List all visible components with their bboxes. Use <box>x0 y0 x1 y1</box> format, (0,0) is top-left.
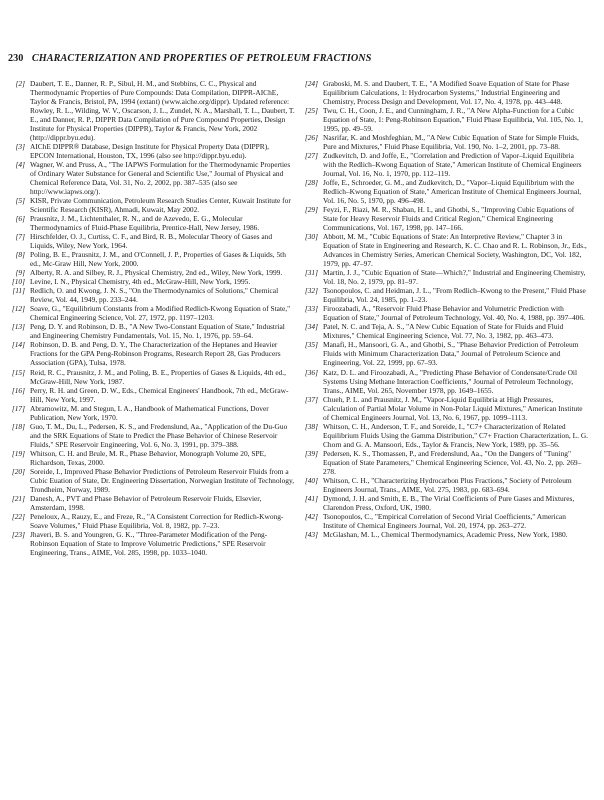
reference-text: Levine, I. N., Physical Chemistry, 4th ed., McGraw-Hill, New York, 1995. <box>30 277 251 287</box>
reference-entry <box>8 196 295 214</box>
page-header <box>8 53 568 65</box>
reference-text: Peng, D. Y. and Robinson, D. B., "A New Two-Constant Equation of State," Industrial and Engineering Chemistry Fundamentals, Vol. 15, No. 1, 1976, pp. 59–64. <box>30 322 285 341</box>
reference-entry <box>301 205 588 232</box>
reference-entry <box>8 79 295 142</box>
reference-entry <box>301 106 588 133</box>
reference-entry <box>301 304 588 322</box>
reference-number: [20] <box>11 466 25 476</box>
reference-text: Martin, J. J., "Cubic Equation of State—Which?," Industrial and Engineering Chemistry, Vol. 18, No. 2, 1979, pp. 81–97. <box>323 268 586 287</box>
reference-text: Nasrifar, K. and Moshfeghian, M., "A New Cubic Equation of State for Simple Fluids, Pure and Mixtures," Fluid Phase Equilibria, Vol. 190, No. 1–2, 2001, pp. 73–88. <box>323 133 579 152</box>
reference-text: Daubert, T. E., Danner, R. P., Sibul, H. M., and Stebbins, C. C., Physical and Thermodynamic Properties of Pure Compounds: Data Compilation, DIPPR-AIChE, Taylor & Francis, Bristol, PA, 1994 (extant) (www.aiche.org/dippr). Updated reference: Rowley, R. L., Wilding, W. V., Oscarson, J. L., Zundel, N. A., Marshall, T. L., Daubert, T. E., and Danner, R. P., DIPPR Data Compilation of Pure Compound Properties, Design Institute for Physical Properties (DIPPR), Taylor & Francis, New York, 2002 (http://dippr.byu.edu). <box>30 79 295 143</box>
reference-text: Manafi, H., Mansoori, G. A., and Ghotbi, S., "Phase Behavior Prediction of Petroleum Fluids with Minimum Characterization Data," Journal of Petroleum Science and Engineering, Vol. 22, 1999, pp. 67–93. <box>323 340 579 368</box>
reference-number: [12] <box>11 304 25 314</box>
reference-entry <box>8 494 295 512</box>
reference-text: Tsonopoulos, C. and Heidman, J. L., "From Redlich–Kwong to the Present," Fluid Phase Equilibria, Vol. 24, 1985, pp. 1–23. <box>323 286 586 305</box>
reference-number: [21] <box>11 493 25 503</box>
reference-text: Perry, R. H. and Green, D. W., Eds., Chemical Engineers' Handbook, 7th ed., McGraw-Hill, New York, 1997. <box>30 385 289 404</box>
reference-number: [18] <box>11 421 25 431</box>
reference-entry <box>301 476 588 494</box>
reference-text: Twu, C. H., Coon, J. E., and Cunningham, J. R., "A New Alpha-Function for a Cubic Equation of State, 1: Peng-Robinson Equation," Fluid Phase Equilibria, Vol. 105, No. 1, 1995, pp. 49–59. <box>323 106 583 134</box>
reference-text: Guo, T. M., Du, L., Pedersen, K. S., and Fredenslund, Aa., "Application of the Du-Guo and the SRK Equations of State to Predict the Phase Behavior of Chinese Reservoir Fluids," SPE Reservoir Engineering, Vol. 6, No. 3, 1991, pp. 379–388. <box>30 421 288 449</box>
references-right-column <box>301 79 588 539</box>
reference-text: Tsonopoulos, C., "Empirical Correlation of Second Virial Coefficients," American Institute of Chemical Engineers Journal, Vol. 20, 1974, pp. 263–272. <box>323 511 566 530</box>
reference-number: [43] <box>304 529 318 539</box>
reference-text: AIChE DIPPR® Database, Design Institute for Physical Property Data (DIPPR), EPCON International, Houston, TX, 1996 (also see http://dippr.byu.edu). <box>30 142 270 161</box>
reference-text: Redlich, O. and Kwong, J. N. S., "On the Thermodynamics of Solutions," Chemical Review, Vol. 44, 1949, pp. 233–244. <box>30 286 279 305</box>
reference-number: [7] <box>15 232 25 242</box>
reference-text: Dymond, J. H. and Smith, E. B., The Virial Coefficients of Pure Gases and Mixtures, Clarendon Press, Oxford, UK, 1980. <box>323 493 575 512</box>
reference-number: [32] <box>304 286 318 296</box>
reference-entry <box>8 304 295 322</box>
reference-number: [16] <box>11 385 25 395</box>
reference-entry <box>301 178 588 205</box>
reference-number: [23] <box>11 529 25 539</box>
reference-entry <box>301 286 588 304</box>
reference-number: [38] <box>304 421 318 431</box>
reference-entry <box>301 368 588 395</box>
reference-entry <box>8 404 295 422</box>
reference-entry <box>8 368 295 386</box>
reference-entry <box>301 395 588 422</box>
reference-entry <box>301 268 588 286</box>
reference-number: [13] <box>11 322 25 332</box>
reference-text: Reid, R. C., Prausnitz, J. M., and Poling, B. E., Properties of Gases & Liquids, 4th ed., McGraw-Hill, New York, 1987. <box>30 367 286 386</box>
reference-entry <box>8 142 295 160</box>
reference-number: [31] <box>304 268 318 278</box>
reference-number: [40] <box>304 475 318 485</box>
reference-entry <box>8 214 295 232</box>
reference-number: [5] <box>15 196 25 206</box>
reference-number: [19] <box>11 448 25 458</box>
reference-entry <box>8 340 295 367</box>
reference-number: [25] <box>304 106 318 116</box>
reference-entry <box>8 160 295 196</box>
reference-text: Peneloux, A., Rauzy, E., and Freze, R., "A Consistent Correction for Redlich-Kwong-Soave Volumes," Fluid Phase Equilibria, Vol. 8, 1982, pp. 7–23. <box>30 511 284 530</box>
reference-number: [33] <box>304 304 318 314</box>
reference-text: Whitson, C. H., Anderson, T. F., and Soreide, I., "C7+ Characterization of Related Equilibrium Fluids Using the Gamma Distribution," C7+ Fraction Characterization, L. G. Chorn and G. A. Mansoori, Eds., Taylor & Francis, New York, 1989, pp. 35–56. <box>323 421 588 449</box>
reference-entry <box>301 79 588 106</box>
reference-number: [24] <box>304 79 318 88</box>
reference-text: Katz, D. L. and Firoozabadi, A., "Predicting Phase Behavior of Condensate/Crude Oil Systems Using Methane Interaction Coefficients," Journal of Petroleum Technology, Trans., AIME, Vol. 265, November 1978, pp. 1649–1655. <box>323 367 578 395</box>
reference-text: Joffe, E., Schroeder, G. M., and Zudkevitch, D., "Vapor–Liquid Equilibrium with the Redlich–Kwong Equation of State," American Institute of Chemical Engineers Journal, Vol. 16, No. 5, 1970, pp. 496–498. <box>323 178 582 206</box>
reference-entry <box>8 449 295 467</box>
reference-entry <box>8 250 295 268</box>
reference-number: [36] <box>304 367 318 377</box>
reference-number: [17] <box>11 403 25 413</box>
reference-number: [14] <box>11 340 25 350</box>
references-left-column <box>8 79 295 557</box>
reference-number: [6] <box>15 214 25 224</box>
reference-number: [3] <box>15 142 25 152</box>
reference-number: [15] <box>11 367 25 377</box>
reference-entry <box>301 530 588 539</box>
reference-text: Soave, G., "Equilibrium Constants from a Modified Redlich-Kwong Equation of State," Chemical Engineering Science, Vol. 27, 1972, pp. 1197–1203. <box>30 304 291 323</box>
reference-text: Whitson, C. H. and Brule, M. R., Phase Behavior, Monograph Volume 20, SPE, Richardson, Texas, 2000. <box>30 448 266 467</box>
reference-entry <box>8 422 295 449</box>
reference-entry <box>8 512 295 530</box>
reference-entry <box>301 133 588 151</box>
reference-entry <box>301 512 588 530</box>
reference-entry <box>301 151 588 178</box>
reference-number: [29] <box>304 205 318 215</box>
reference-number: [37] <box>304 394 318 404</box>
reference-number: [9] <box>15 268 25 278</box>
reference-text: Hirschfelder, O. J., Curtiss, C. F., and Bird, R. B., Molecular Theory of Gases and Liquids, Wiley, New York, 1964. <box>30 232 273 251</box>
reference-text: Firoozabadi, A., "Reservoir Fluid Phase Behavior and Volumetric Prediction with Equation of State," Journal of Petroleum Technology, Vol. 40, No. 4, 1988, pp. 397–406. <box>323 304 585 323</box>
reference-text: Jhaveri, B. S. and Youngren, G. K., "Three-Parameter Modification of the Peng-Robinson Equation of State to Improve Volumetric Predictions," SPE Reservoir Engineering, Trans., AIME, Vol. 285, 1998, pp. 1033–1040. <box>30 529 268 557</box>
reference-text: Prausnitz, J. M., Lichtenthaler, R. N., and de Azevedo, E. G., Molecular Thermodynamics of Fluid-Phase Equilibria, Prentice-Hall, New Jersey, 1986. <box>30 214 260 233</box>
reference-entry <box>8 232 295 250</box>
reference-number: [26] <box>304 133 318 143</box>
reference-text: Poling, B. E., Prausnitz, J. M., and O'Connell, J. P., Properties of Gases & Liquids, 5th ed., Mc-Graw Hill, New York, 2000. <box>30 250 286 269</box>
page-number: 230 <box>8 53 24 64</box>
reference-number: [4] <box>15 160 25 170</box>
reference-entry <box>301 232 588 268</box>
reference-text: Pedersen, K. S., Thomassen, P., and Fredenslund, Aa., "On the Dangers of "Tuning" Equation of State Parameters," Chemical Engineering Science, Vol. 43, No. 2, pp. 269–278. <box>323 448 582 476</box>
running-title: CHARACTERIZATION AND PROPERTIES OF PETROLEUM FRACTIONS <box>31 53 372 64</box>
reference-entry <box>8 386 295 404</box>
reference-entry <box>8 286 295 304</box>
reference-text: Patel, N. C. and Teja, A. S., "A New Cubic Equation of State for Fluids and Fluid Mixtures," Chemical Engineering Science, Vol. 77, No. 3, 1982, pp. 463–473. <box>323 322 564 341</box>
reference-number: [39] <box>304 448 318 458</box>
reference-number: [10] <box>11 277 25 287</box>
reference-number: [34] <box>304 322 318 332</box>
reference-entry <box>301 449 588 476</box>
reference-entry <box>8 322 295 340</box>
reference-text: Abbott, M. M., "Cubic Equations of State: An Interpretive Review," Chapter 3 in Equation of State in Engineering and Research, K. C. Chao and R. L. Robinson, Jr., Eds., Advances in Chemistry Series, American Chemical Society, Washington, DC, Vol. 182, 1979, pp. 47–97. <box>323 232 587 269</box>
reference-number: [11] <box>12 286 25 296</box>
reference-entry <box>8 268 295 277</box>
reference-number: [35] <box>304 340 318 350</box>
reference-number: [2] <box>15 79 25 88</box>
reference-text: Wagner, W. and Pruss, A., "The IAPWS Formulation for the Thermodynamic Properties of Ordinary Water Substance for General and Scientific Use," Journal of Physical and Chemical Reference Data, Vol. 31, No. 2, 2002, pp. 387–535 (also see http://www.iapws.org/). <box>30 160 291 197</box>
reference-text: Whitson, C. H., "Characterizing Hydrocarbon Plus Fractions," Society of Petroleum Engineers Journal, Trans., AIME, Vol. 275, 1983, pp. 683–694. <box>323 475 572 494</box>
reference-entry <box>8 467 295 494</box>
reference-entry <box>301 494 588 512</box>
reference-number: [22] <box>11 511 25 521</box>
reference-text: Graboski, M. S. and Daubert, T. E., "A Modified Soave Equation of State for Phase Equilibrium Calculations, 1: Hydrocarbon Systems," Industrial Engineering and Chemistry, Process Design and Development, Vol. 17, No. 4, 1978, pp. 443–448. <box>323 79 570 107</box>
reference-text: Soreide, I., Improved Phase Behavior Predictions of Petroleum Reservoir Fluids from a Cubic Euation of State, Dr. Engineering Dissertation, Norwegian Institute of Technology, Trondheim, Norway, 1989. <box>30 466 295 494</box>
reference-text: Alberty, R. A. and Silbey, R. J., Physical Chemistry, 2nd ed., Wiley, New York, 1999. <box>30 268 283 278</box>
reference-number: [8] <box>15 250 25 260</box>
reference-number: [28] <box>304 178 318 188</box>
reference-text: Abramowitz, M. and Stegun, I. A., Handbook of Mathematical Functions, Dover Publication, New York, 1970. <box>30 403 269 422</box>
reference-number: [30] <box>304 232 318 242</box>
reference-entry <box>8 277 295 286</box>
reference-number: [42] <box>304 511 318 521</box>
reference-text: Danesh, A., PVT and Phase Behavior of Petroleum Reservoir Fluids, Elsevier, Amsterdam, 1998. <box>30 493 262 512</box>
reference-text: KISR, Private Communication, Petroleum Research Studies Center, Kuwait Institute for Scientific Research (KISR), Ahmadi, Kuwait, May 2002. <box>30 196 291 215</box>
reference-text: Zudkevitch, D. and Joffe, E., "Correlation and Prediction of Vapor–Liquid Equilibria with the Redlich–Kwong Equation of State," American Institute of Chemical Engineers Journal, Vol. 16, No. 1, 1970, pp. 112–119. <box>323 151 582 179</box>
reference-entry <box>301 322 588 340</box>
reference-text: Robinson, D. B. and Peng, D. Y., The Characterization of the Heptanes and Heavier Fractions for the GPA Peng-Robinson Programs, Research Report 28, Gas Producers Association (GPA), Tulsa, 1978. <box>30 340 281 368</box>
reference-number: [27] <box>304 151 318 161</box>
reference-entry <box>301 422 588 449</box>
reference-text: McGlashan, M. L., Chemical Thermodynamics, Academic Press, New York, 1980. <box>323 529 568 539</box>
reference-entry <box>301 340 588 367</box>
reference-entry <box>8 530 295 557</box>
reference-number: [41] <box>304 493 318 503</box>
reference-text: Chueh, P. L. and Prausnitz, J. M., "Vapor-Liquid Equilibria at High Pressures, Calculation of Partial Molar Volume in Non-Polar Liquid Mixtures," American Institute of Chemical Engineers Journal, Vol. 13, No. 6, 1967, pp. 1099–1113. <box>323 394 583 422</box>
reference-text: Feyzi, F., Riazi, M. R., Shaban, H. I., and Ghotbi, S., "Improving Cubic Equations of State for Heavy Reservoir Fluids and Critical Region," Chemical Engineering Communications, Vol. 167, 1998, pp. 147–166. <box>323 205 575 233</box>
